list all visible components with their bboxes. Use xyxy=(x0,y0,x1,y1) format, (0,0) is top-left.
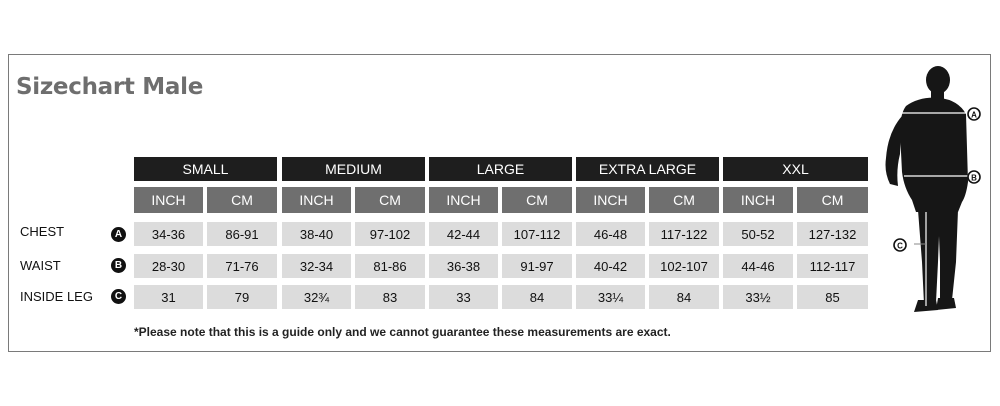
unit-header-cm: CM xyxy=(797,187,868,213)
row-label-waist: WAIST xyxy=(20,258,61,273)
table-cell: 36-38 xyxy=(429,254,498,278)
badge-c-icon: C xyxy=(111,289,126,304)
table-cell: 34-36 xyxy=(134,222,203,246)
size-header-large: LARGE xyxy=(429,157,572,181)
svg-text:C: C xyxy=(897,241,903,251)
row-label-inside-leg: INSIDE LEG xyxy=(20,289,93,304)
table-cell: 102-107 xyxy=(649,254,719,278)
badge-a-icon: A xyxy=(111,227,126,242)
table-cell: 97-102 xyxy=(355,222,425,246)
page-title: Sizechart Male xyxy=(16,74,203,100)
table-cell: 46-48 xyxy=(576,222,645,246)
svg-text:B: B xyxy=(971,173,977,183)
table-cell: 42-44 xyxy=(429,222,498,246)
table-cell: 40-42 xyxy=(576,254,645,278)
marker-a-icon xyxy=(968,108,980,120)
unit-header-inch: INCH xyxy=(134,187,203,213)
table-cell: 112-117 xyxy=(797,254,868,278)
table-cell: 32-34 xyxy=(282,254,351,278)
size-header-xxl: XXL xyxy=(723,157,868,181)
table-cell: 84 xyxy=(502,285,572,309)
table-cell: 44-46 xyxy=(723,254,793,278)
table-cell: 86-91 xyxy=(207,222,277,246)
size-header-small: SMALL xyxy=(134,157,277,181)
unit-header-cm: CM xyxy=(502,187,572,213)
table-cell: 31 xyxy=(134,285,203,309)
table-cell: 71-76 xyxy=(207,254,277,278)
table-cell: 33½ xyxy=(723,285,793,309)
table-cell: 91-97 xyxy=(502,254,572,278)
size-header-medium: MEDIUM xyxy=(282,157,425,181)
table-cell: 127-132 xyxy=(797,222,868,246)
marker-c-icon xyxy=(894,239,906,251)
table-cell: 85 xyxy=(797,285,868,309)
table-cell: 79 xyxy=(207,285,277,309)
table-cell: 33¼ xyxy=(576,285,645,309)
table-cell: 28-30 xyxy=(134,254,203,278)
table-cell: 84 xyxy=(649,285,719,309)
disclaimer-note: *Please note that this is a guide only and we cannot guarantee these measurements are exact. xyxy=(134,325,671,339)
unit-header-inch: INCH xyxy=(282,187,351,213)
table-cell: 38-40 xyxy=(282,222,351,246)
unit-header-inch: INCH xyxy=(723,187,793,213)
unit-header-cm: CM xyxy=(649,187,719,213)
male-silhouette-figure xyxy=(870,62,990,322)
table-cell: 50-52 xyxy=(723,222,793,246)
unit-header-inch: INCH xyxy=(429,187,498,213)
table-cell: 33 xyxy=(429,285,498,309)
table-cell: 83 xyxy=(355,285,425,309)
size-header-extra-large: EXTRA LARGE xyxy=(576,157,719,181)
table-cell: 107-112 xyxy=(502,222,572,246)
unit-header-cm: CM xyxy=(207,187,277,213)
table-cell: 81-86 xyxy=(355,254,425,278)
table-cell: 32¾ xyxy=(282,285,351,309)
unit-header-inch: INCH xyxy=(576,187,645,213)
row-label-chest: CHEST xyxy=(20,224,65,239)
badge-b-icon: B xyxy=(111,258,126,273)
marker-b-icon xyxy=(968,171,980,183)
svg-text:A: A xyxy=(971,110,977,120)
unit-header-cm: CM xyxy=(355,187,425,213)
table-cell: 117-122 xyxy=(649,222,719,246)
